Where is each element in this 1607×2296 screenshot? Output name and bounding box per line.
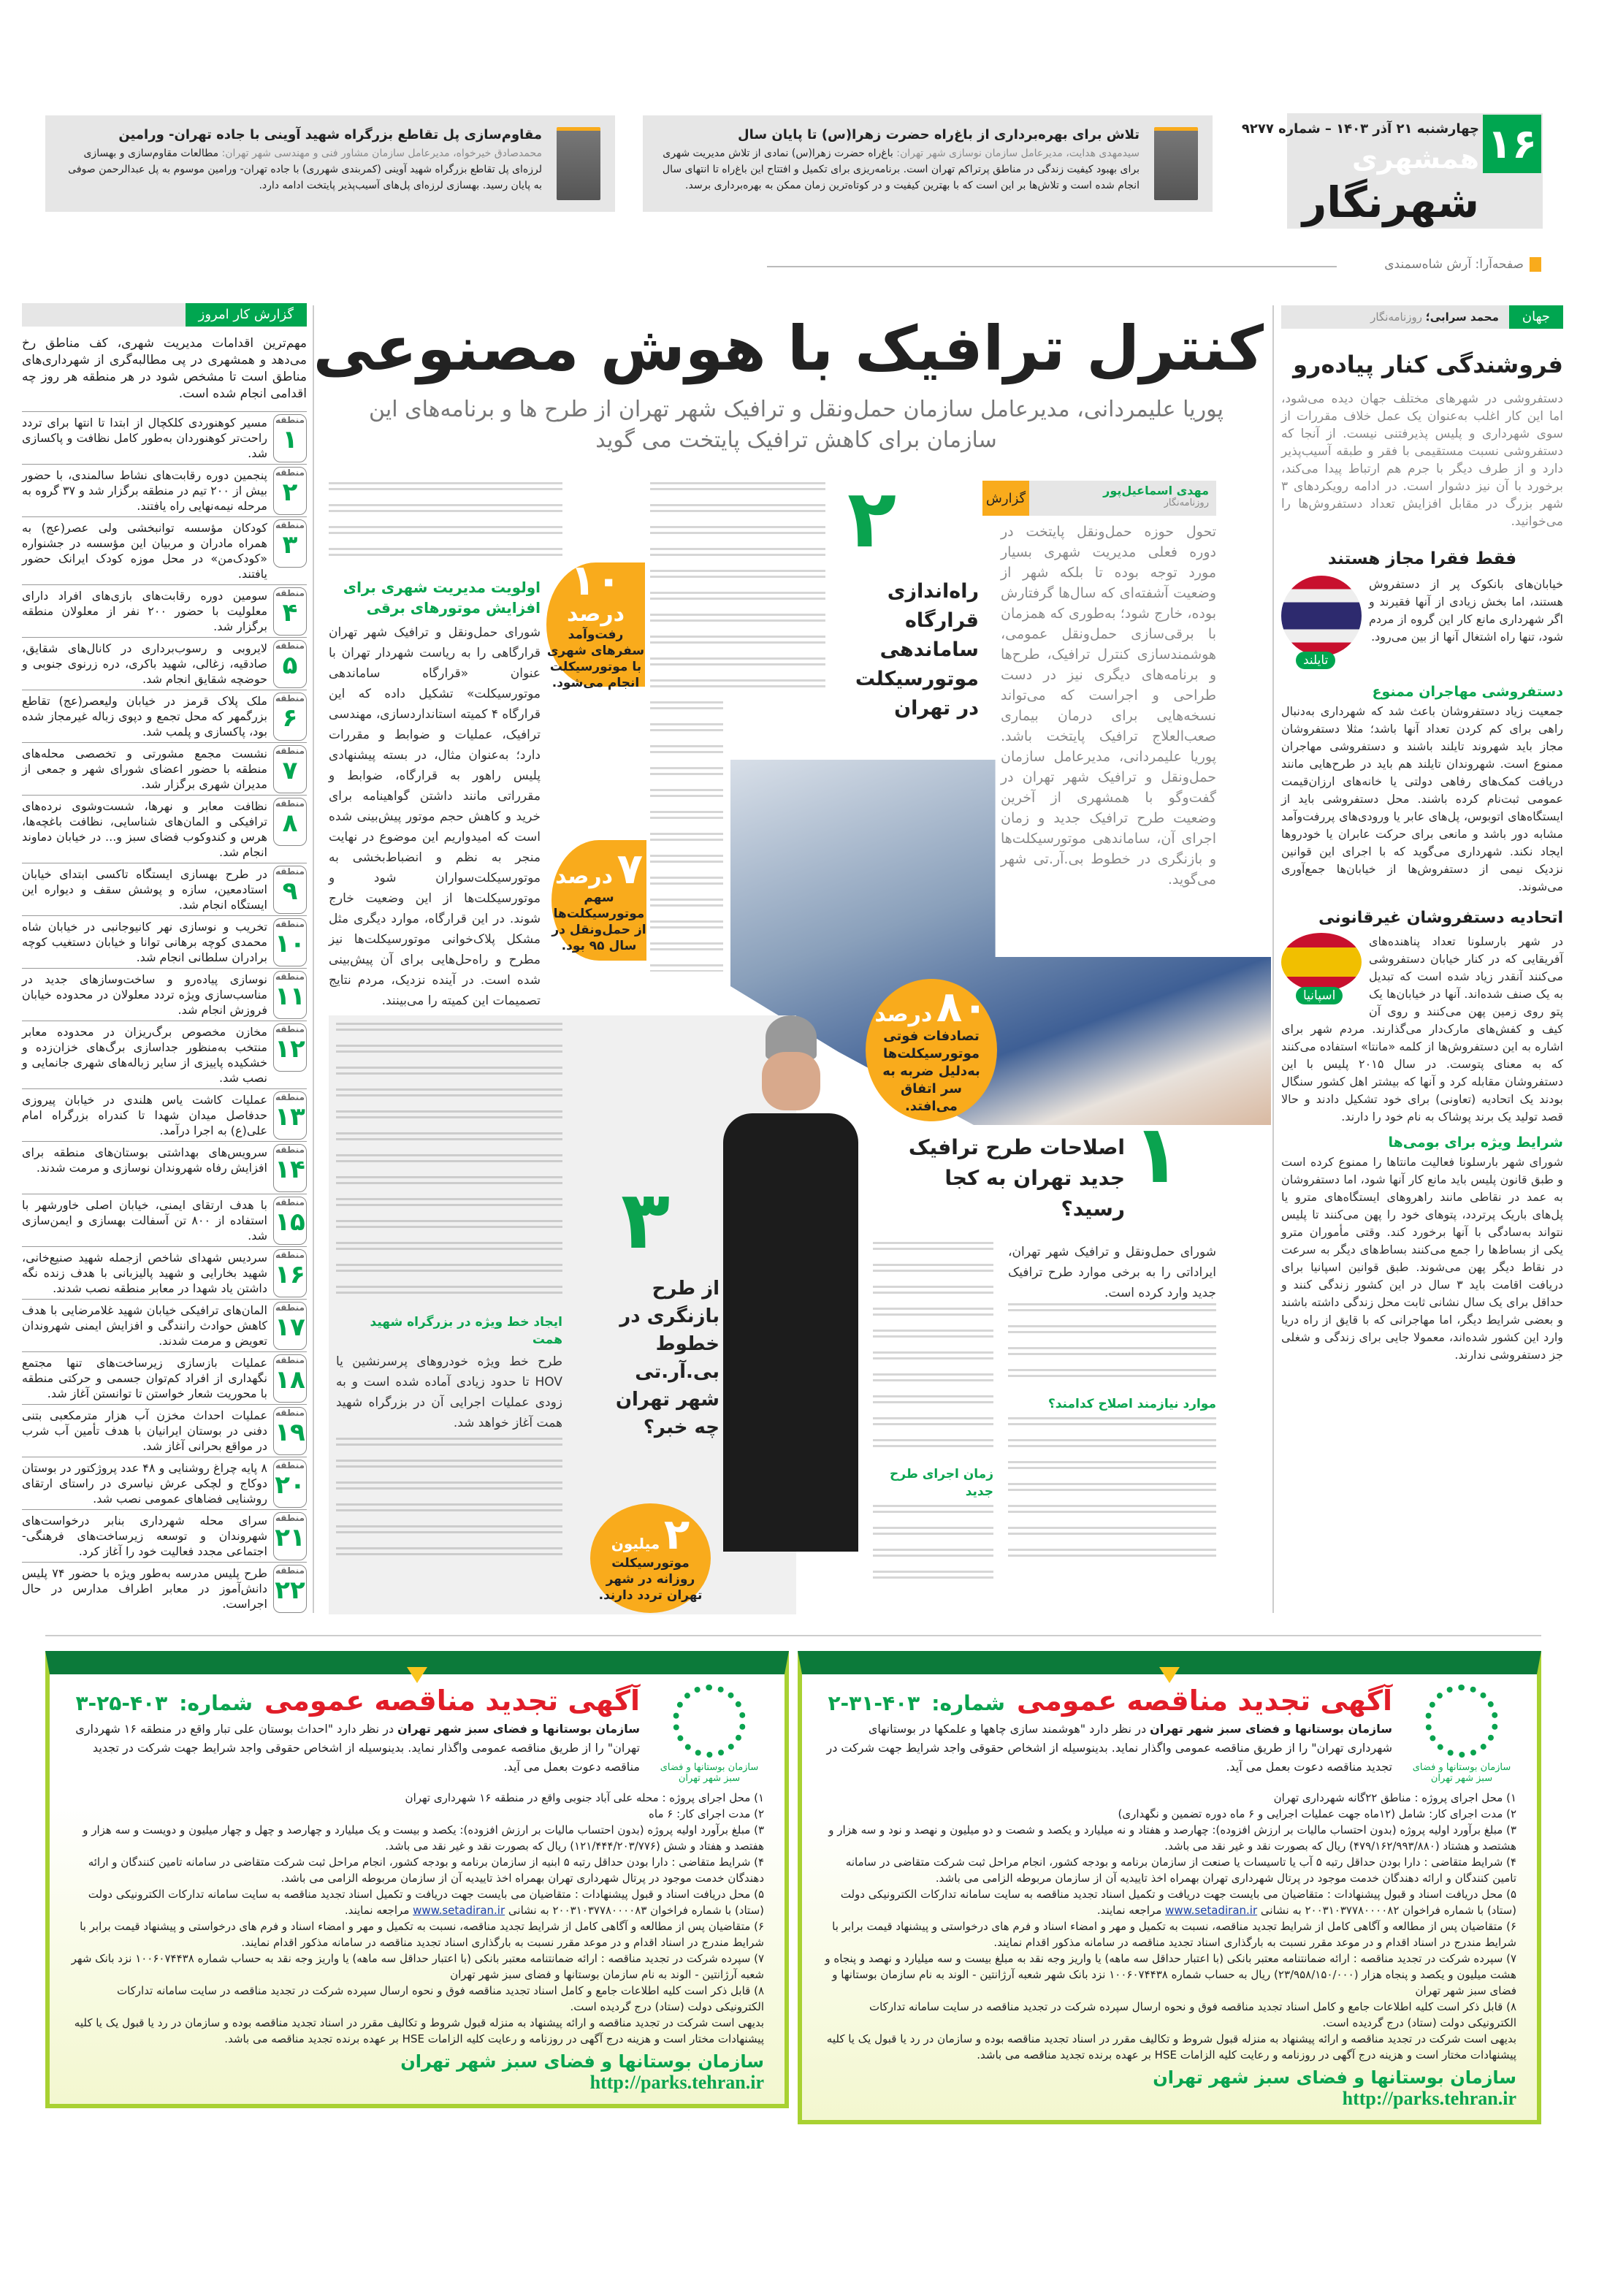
ad-intro: در نظر دارد "هوشمند سازی چاهها و علمکها در بوستانهای شهرداری تهران" را از طریق مناقصه عمومی واگذار نماید. بدینوسیله از اشخاص حقوقی واجد شرایط جهت شرکت در تجدید مناقصه دعوت بعمل می آید. <box>826 1722 1392 1774</box>
teaser-body: باغ‌راه حضرت زهرا(س) نمادی از تلاش مدیریت شهری برای بهبود کیفیت زندگی در مناطق پرتراکم تهران است. برنامه‌ریزی برای تکمیل و افتتاح این باغ‌راه تا انتهای سال انجام شده است و تلاش‌ها بر این است که با بهترین کیفیت و در کوتاه‌ترین زمان ممکن به بهره‌برداری برسد. <box>662 148 1140 191</box>
divider <box>767 266 1337 267</box>
region-label: منطقه <box>275 588 305 598</box>
region-number: ۸ <box>282 809 298 838</box>
subheading: ایجاد خط ویژه در بزرگراه شهید همت <box>370 1315 562 1347</box>
author: مهدی اسماعیل‌پور <box>1103 484 1209 497</box>
region-item <box>22 1404 307 1457</box>
region-number: ۴ <box>282 598 298 628</box>
region-item <box>22 637 307 690</box>
region-badge <box>273 866 307 914</box>
stat-unit: درصد <box>555 863 613 889</box>
region-text: عملیات بازسازی زیرساخت‌های تنها مجتمع نگهداری از افراد کم‌توان جسمی و حرکتی منطقه با محوریت شعار خواستن تا توانستن آغاز شد. <box>22 1356 267 1400</box>
stat-text: رفت‌وآمد سفرهای شهری با موتورسیکلت انجام می‌شود. <box>546 627 645 690</box>
region-item <box>22 411 307 464</box>
region-badge <box>273 414 307 462</box>
region-item <box>22 690 307 742</box>
world-text: جمعیت زیاد دستفروشان باعث شد که شهرداری به‌دنبال راهی برای کم کردن تعداد آنها باشد؛ مثلا دستفروشان مجاز باید شهروند تایلند باشند و دستفروشی مهاجران ممنوع است. شهروندان تایلند هم باید در طرح‌هایی مانند دریافت کمک‌های رفاهی دولتی یا خانه‌های ارزان‌قیمت عمومی ثبت‌نام کرده باشند. محل دستفروشی باید از ایستگاه‌های اتوبوس، پل‌های عابر یا ورودی‌های پررفت‌وآمد مشابه دور باشد و مانعی برای حرکت عابران یا خودروها ایجاد نکند. شهرداری می‌گوید که با اجرای این قوانین نزدیک نیمی از دستفروش‌ها از خیابان‌ها جمع‌آوری می‌شوند. <box>1281 704 1563 893</box>
region-item <box>22 1141 307 1194</box>
teaser-1[interactable] <box>643 115 1213 212</box>
ad-item: ۴) شرایط متقاضی : دارا بودن حداقل رتبه ۵ آب یا تاسیسات یا صنعت از سازمان برنامه و بودجه کشور، انجام مراحل ثبت شرکت متقاضی در سامانه تامین کنندگان و ارائه دهندگان خدمت موجود در پرتال شهرداری تهران بهمراه اخذ تاییدیه آن از سازمان مربوطه الزامی می باشد. <box>845 1856 1516 1885</box>
region-number: ۱۳ <box>275 1102 305 1132</box>
text-block <box>873 1242 993 1461</box>
region-item <box>22 915 307 968</box>
region-item <box>22 742 307 795</box>
daily-intro: مهم‌ترین اقدامات مدیریت شهری، کف مناطق رخ می‌دهد و همشهری در پی مطالبه‌گری از شهرداری‌های مناطق است تا مشخص شود در هر منطقه هر روز چه اقدامی انجام شده است. <box>22 336 307 401</box>
region-text: ملک پلاک قرمز در خیابان ولیعصر(عج) تقاطع بزرگمهر که محل تجمع و دپوی زباله غیرمجاز شده بود، پاکسازی و پلمب شد. <box>22 694 267 739</box>
region-item <box>22 1509 307 1562</box>
region-item <box>22 1194 307 1246</box>
region-number: ۱۴ <box>275 1155 305 1184</box>
region-number: ۱۱ <box>275 982 305 1011</box>
region-label: منطقه <box>275 520 305 530</box>
region-text: نشست مجمع مشورتی و تخصصی محله‌های منطقه با حضور اعضای شورای شهر و جمعی از مدیران شهری برگزار شد. <box>22 747 267 791</box>
region-text: لایروبی و رسوب‌برداری در کانال‌های شقایق، صادقیه، زغالی، شهید باکری، دره زرنوی جنوبی و حوضچه شقایق انجام شد. <box>22 641 267 686</box>
text-block <box>873 1505 993 1593</box>
region-label: منطقه <box>275 468 305 478</box>
country-label: تایلند <box>1296 652 1335 669</box>
tender-ad-1 <box>798 1651 1541 2124</box>
region-label: منطقه <box>275 972 305 982</box>
region-label: منطقه <box>275 1145 305 1155</box>
region-item <box>22 1562 307 1614</box>
stat-callout <box>590 1503 711 1613</box>
region-number: ۲۲ <box>275 1576 305 1605</box>
ad-item: ۳) مبلغ برآورد اولیه پروژه (بدون احتساب مالیات بر ارزش افزوده): یکصد و بیست و یک میلیارد و چهارصد و چهل و چهار میلیون و دویست و سه هزار و هفتصد و هفتاد و شش (۱۲۱/۴۴۴/۲۰۳/۷۷۶) ریال که بصورت نقد و غیر نقد می باشد. <box>83 1823 764 1853</box>
region-text: سرویس‌های بهداشتی بوستان‌های منطقه برای افزایش رفاه شهروندان نوسازی و مرمت شدند. <box>22 1145 267 1175</box>
ad-title-text: آگهی تجدید مناقصه عمومی <box>264 1685 640 1717</box>
region-number: ۵ <box>282 651 298 680</box>
region-label: منطقه <box>275 1024 305 1034</box>
stat-callout <box>551 840 646 961</box>
region-text: مسیر کوهنوردی کلکچال از ابتدا تا انتها برای تردد راحت‌تر کوهنوردان به‌طور کامل نظافت و پاکسازی شد. <box>22 416 267 460</box>
stat-unit: درصد <box>567 600 625 627</box>
region-number: ۱۷ <box>275 1313 305 1342</box>
author-role: روزنامه‌نگار <box>1370 310 1422 324</box>
daily-column <box>22 303 307 1614</box>
region-badge <box>273 1407 307 1455</box>
stat-text: موتورسیکلت روزانه در شهر تهران تردد دارند. <box>598 1556 703 1603</box>
region-label: منطقه <box>275 1408 305 1418</box>
region-badge <box>273 745 307 793</box>
section-title: اصلاحات طرح ترافیک جدید تهران به کجا رسید؟ <box>908 1135 1125 1221</box>
section-title: از طرح بازنگری در خطوط بی.آر.تی شهر تهران چه خبر؟ <box>615 1278 719 1438</box>
author-role: روزنامه‌نگار <box>1164 497 1209 508</box>
stat-value: ۷ <box>617 843 643 893</box>
ad-item: ۵) محل دریافت اسناد و قبول پیشنهادات : متقاضیان می بایست جهت دریافت و تکمیل اسناد تجدید مناقصه به سایت سامانه تدارکات الکترونیکی دولت (ستاد) با شماره فراخوان ۲۰۰۳۱۰۳۷۷۸۰۰۰۰۸۲ به نشانی <box>840 1888 1516 1917</box>
region-text: کودکان مؤسسه توانبخشی ولی عصر(عج) به همراه مادران و مربیان این مؤسسه در جشنواره «کودک‌من» در محل موزه کودک ایرانک حضور یافتند. <box>22 521 267 581</box>
region-badge <box>273 1512 307 1560</box>
region-badge <box>273 1144 307 1192</box>
region-text: با هدف ارتقای ایمنی، خیابان اصلی خاورشهر با استفاده از ۸۰۰ تن آسفالت بهسازی و ایمن‌سازی شد. <box>22 1198 268 1243</box>
world-text: در شهر بارسلونا تعداد پناهنده‌های آفریقایی که در کنار خیابان دستفروشی می‌کنند آنقدر زیاد شده است که تبدیل به یک صنف شده‌اند. آنها در خیابان‌ها یک پتو روی زمین پهن می‌کنند و روی آن کیف و کفش‌های مارک‌دار می‌گذارند. مردم شهر برای اشاره به این دستفروش‌ها از کلمه «مانتا» استفاده می‌کنند که به معنای پتوست. در سال ۲۰۱۵ پلیس با این دستفروشان مقابله کرد و آنها که بیشتر اهل کشور سنگال بودند یک اتحادیه (تعاونی) برای خود تشکیل دادند و حالا قصد تولید یک برند پوشاک به نام خود را دارند. <box>1281 934 1563 1124</box>
logo-icon <box>673 1685 746 1758</box>
text-block <box>650 701 723 972</box>
section-text: طرح خط ویژه خودروهای پرسرنشین یا HOV تا حدود زیادی آماده شده است و به زودی عملیات اجرایی آن در بزرگراه شهید همت آغاز خواهد شد. <box>336 1354 562 1430</box>
section-title: فقط فقرا مجاز هستند <box>1327 549 1517 568</box>
triangle-icon <box>407 1667 427 1683</box>
region-item <box>22 464 307 516</box>
region-text: مخازن مخصوص برگ‌ریزان در محدوده معابر منتخب به‌منظور جداسازی برگ‌های خزان‌زده و خشکیده پاییزی از سایر زباله‌های شهری جانمایی و نصب شد. <box>22 1025 267 1085</box>
ad-title <box>822 1685 1392 1717</box>
stat-unit: درصد <box>874 1001 933 1027</box>
region-item <box>22 1021 307 1088</box>
region-item <box>22 795 307 863</box>
stat-unit: میلیون <box>611 1535 660 1552</box>
region-text: ۸ پایه چراغ روشنایی و ۴۸ عدد پروژکتور در بوستان دوکاج و لچکی عرش نیاسری در راستای ارتقای روشنایی فضاهای عمومی نصب شد. <box>22 1461 268 1506</box>
region-label: منطقه <box>275 1303 305 1313</box>
logo-icon <box>1425 1685 1498 1758</box>
divider <box>45 1635 1541 1636</box>
region-badge <box>273 587 307 636</box>
world-title: فروشندگی کنار پیاده‌رو <box>1293 351 1563 378</box>
ad-org: سازمان بوستانها و فضای سبز شهر تهران <box>397 1722 640 1736</box>
ad-url[interactable]: http://parks.tehran.ir <box>589 2072 764 2093</box>
region-label: منطقه <box>275 798 305 809</box>
triangle-icon <box>1159 1667 1180 1683</box>
country-label: اسپانیا <box>1296 987 1343 1004</box>
region-badge <box>273 1565 307 1613</box>
region-number: ۲ <box>282 478 298 507</box>
section-3-column <box>336 1023 562 1569</box>
region-label: منطقه <box>275 746 305 756</box>
section-text: شورای حمل‌ونقل و ترافیک شهر تهران، ایراداتی را به برخی موارد طرح ترافیک جدید وارد کرده است. <box>1008 1245 1216 1300</box>
region-label: منطقه <box>275 1460 305 1471</box>
subheading: موارد نیازمند اصلاح کدامند؟ <box>1047 1397 1216 1411</box>
brand-shahrnegar: شهرنگار <box>1302 178 1479 227</box>
region-badge <box>273 1249 307 1297</box>
region-text: سومین دوره رقابت‌های بازی‌های افراد دارای معلولیت با حضور ۲۰۰ نفر از معلولان منطقه برگزار شد. <box>22 589 268 633</box>
section-title: راه‌اندازی قرارگاه ساماندهی موتورسیکلت در تهران <box>855 580 979 720</box>
setadiran-link[interactable]: www.setadiran.ir <box>413 1904 505 1917</box>
section-tag <box>1281 305 1563 329</box>
region-number: ۹ <box>282 877 298 906</box>
page-number: ۱۶ <box>1483 115 1541 173</box>
tag-label: گزارش کار امروز <box>186 303 307 327</box>
column-divider <box>1272 305 1274 1613</box>
ad-number-label: شماره: <box>179 1691 253 1715</box>
column-divider <box>313 305 314 1613</box>
region-label: منطقه <box>275 1513 305 1523</box>
region-badge <box>273 1023 307 1072</box>
region-label: منطقه <box>275 415 305 425</box>
section-number: ۳ <box>621 1173 671 1267</box>
ad-item: ۸) قابل ذکر است کلیه اطلاعات جامع و کامل اسناد تجدید مناقصه فوق و نحوه ارسال سپرده شرکت در تجدید مناقصه در سایت سامانه تدارکات الکترونیکی دولت (ستاد) درج گردیده است. <box>869 2000 1516 2029</box>
region-text: سردیس شهدای شاخص ازجمله شهید صنیع‌خانی، شهید بخارایی و شهید پالیزبانی با هدف زنده نگه داشتن یاد شهدا در معابر منطقه نصب شدند. <box>22 1251 267 1295</box>
world-column <box>1281 305 1563 1364</box>
region-badge <box>273 519 307 568</box>
region-number: ۱ <box>282 425 298 454</box>
text-block <box>650 482 825 701</box>
region-text: در طرح بهسازی ایستگاه تاکسی ابتدای خیابان استادمعین، سازه و پوشش سقف و دیواره این ایستگاه انجام شد. <box>22 867 267 912</box>
section-tag <box>22 303 307 327</box>
region-label: منطقه <box>275 693 305 703</box>
ad-item: ۴) شرایط متقاضی : دارا بودن حداقل رتبه ۵ ابنیه از سازمان برنامه و بودجه کشور، انجام مراحل ثبت شرکت متقاضی در سامانه تامین کنندگان و ارائه دهندگان خدمت موجود در پرتال شهرداری تهران بهمراه اخذ تاییدیه آن از سازمان مربوطه الزامی می باشد. <box>88 1856 764 1885</box>
brand-hamshahri: همشهری <box>1351 142 1479 175</box>
subtitle: پوریا علیمردانی، مدیرعامل سازمان حمل‌ونقل و ترافیک شهر تهران از طرح ها و برنامه‌های این سازمان برای کاهش ترافیک پایتخت می گوید <box>369 397 1224 453</box>
region-text: نظافت معابر و نهرها، شست‌وشوی نرده‌های ترافیکی و المان‌های شناسایی، نظافت باغچه‌ها، هرس و کندوکوب فضای سبز و... در خیابان دماوند انجام شد. <box>22 799 267 859</box>
issue-date: چهارشنبه ۲۱ آذر ۱۴۰۳ – شماره ۹۲۷۷ <box>1241 121 1479 137</box>
flag-icon <box>1281 576 1362 656</box>
stat-value: ۲ <box>663 1509 690 1559</box>
region-text: المان‌های ترافیکی خیابان شهید غلامرضایی با هدف کاهش حوادث رانندگی و افزایش ایمنی شهروندان تعویض و مرمت شدند. <box>22 1303 267 1348</box>
ad-intro: در نظر دارد "احداث بوستان علی تبار واقع در منطقه ۱۶ شهرداری تهران" را از طریق مناقصه عمومی واگذار نماید. بدینوسیله از اشخاص حقوقی واجد شرایط جهت شرکت در تجدید مناقصه دعوت بعمل می آید. <box>75 1722 640 1774</box>
stat-callout <box>866 979 997 1121</box>
region-badge <box>273 467 307 515</box>
ad-item: مراجعه نمایند. <box>344 1904 410 1917</box>
subheading: دستفروشی مهاجران ممنوع <box>1372 684 1563 700</box>
region-item <box>22 1246 307 1299</box>
section-text: شورای حمل‌ونقل و ترافیک شهر تهران قرارگاهی را به ریاست شهردار تهران با عنوان «قرارگاه ساماندهی موتورسیکلت» تشکیل داده که این قرارگاه ۴ کمیته استانداردسازی، مهندسی ترافیک، عملیات و ضوابط و مقررات دارد؛ به‌عنوان مثال، در بسته پیشنهادی پلیس راهور به قرارگاه، ضوابط و مقرراتی مانند داشتن گواهینامه برای خرید و کاهش حجم موتور پیش‌بینی شده است که امیدواریم این موضوع در نهایت منجر به نظم و انضباط‌بخشی به موتورسیکلت‌سواران شود و موتورسیکلت‌ها از این وضعیت خارج شوند. در این قرارگاه، موارد دیگری مثل مشکل پلاک‌خوانی موتورسیکلت‌ها نیز مطرح و راه‌حل‌هایی برای آن پیش‌بینی شده است. در آینده نزدیک، مردم نتایج تصمیمات این کمیته را می‌بینند. <box>329 625 541 1008</box>
region-badge <box>273 798 307 846</box>
region-label: منطقه <box>275 641 305 651</box>
region-item <box>22 1457 307 1509</box>
section-1-column-left <box>873 1242 993 1593</box>
region-badge <box>273 918 307 966</box>
thailand-flag <box>1281 576 1362 668</box>
region-number: ۱۹ <box>275 1418 305 1447</box>
region-badge <box>273 1197 307 1245</box>
ad-item: ۷) سپرده شرکت در تجدید مناقصه : ارائه ضمانتنامه معتبر بانکی (با اعتبار حداقل سه ماهه) یا واریز وجه نقد به حساب شماره ۱۰۰۶۰۷۴۴۳۸ نزد بانک شهر شعبه آرژانتین - الوند به نام سازمان بوستانها و فضای سبز شهر تهران <box>71 1952 764 1981</box>
portrait-photo <box>1154 127 1198 200</box>
region-badge <box>273 1460 307 1508</box>
ad-footer-org: سازمان بوستانها و فضای سبز شهر تهران <box>1153 2067 1516 2088</box>
page-designer <box>1384 257 1541 272</box>
region-text: عملیات احداث مخزن آب هزار مترمکعبی بتنی دفنی در بوستان ایرانیان با هدف تأمین آب شرب در مواقع بحرانی آغاز شد. <box>22 1408 267 1453</box>
teaser-lead: محمدصادق خیرخواه، مدیرعامل سازمان مشاور فنی و مهندسی شهر تهران: <box>221 148 542 159</box>
ad-item: مراجعه نمایند. <box>1096 1904 1162 1917</box>
stat-value: ۱۰ <box>570 554 622 605</box>
headline: کنترل ترافیک با هوش مصنوعی <box>313 313 1264 384</box>
region-number: ۱۶ <box>275 1260 305 1289</box>
flag-icon <box>1281 933 1362 991</box>
ad-number-label: شماره: <box>931 1691 1005 1715</box>
region-label: منطقه <box>275 1092 305 1102</box>
author: محمد سرابی؛ <box>1425 310 1499 324</box>
region-label: منطقه <box>275 1197 305 1208</box>
ad-item: ۸) قابل ذکر است کلیه اطلاعات جامع و کامل اسناد تجدید مناقصه فوق و نحوه ارسال سپرده شرکت در تجدید مناقصه در سایت سامانه تدارکات الکترونیکی دولت (ستاد) درج گردیده است. <box>116 1984 764 2013</box>
stat-text: سهم موتورسیکلت‌ها از حمل‌ونقل در سال ۹۵ بود. <box>551 890 646 953</box>
region-number: ۷ <box>282 756 298 785</box>
region-number: ۱۲ <box>275 1034 305 1064</box>
subheading: زمان اجرای طرح جدید <box>890 1467 993 1499</box>
region-number: ۱۸ <box>275 1365 305 1395</box>
ad-number: ۲-۳۱-۴۰۳ <box>828 1691 920 1715</box>
intro-text: تحول حوزه حمل‌ونقل پایتخت در دوره فعلی مدیریت شهری بسیار مورد توجه بوده تا بلکه شهر از وضعیت آشفته‌ای که سال‌ها گرفتارش بوده، خارج شود؛ به‌طوری که همزمان با برقی‌سازی حمل‌ونقل عمومی، هوشمندسازی کنترل ترافیک، طرح‌ها و برنامه‌های دیگری نیز در دست طراحی و اجراست که می‌تواند نسخه‌هایی برای درمان بیماری صعب‌العلاج ترافیک پایتخت باشد. پوریا علیمردانی، مدیرعامل سازمان حمل‌ونقل و ترافیک شهر تهران در گفت‌وگو با همشهری از آخرین وضعیت طرح ترافیک جدید و زمان اجرای آن، ساماندهی موتورسیکلت‌ها و بازنگری در خطوط بی.آر.تی شهر می‌گوید. <box>1001 524 1216 888</box>
region-number: ۶ <box>282 703 298 733</box>
ad-title <box>70 1685 640 1717</box>
teaser-lead: سیدمهدی هدایت، مدیرعامل سازمان نوسازی شهر تهران: <box>896 148 1140 159</box>
region-label: منطقه <box>275 1565 305 1576</box>
teaser-2[interactable] <box>45 115 615 212</box>
parks-logo <box>1407 1685 1516 1784</box>
region-number: ۱۰ <box>275 929 305 958</box>
region-text: سرای محله شهرداری بنابر درخواست‌های شهروندان و توسعه زیرساخت‌های فرهنگی- اجتماعی مجدد فعالیت خود را آغاز کرد. <box>22 1514 267 1558</box>
byline <box>982 481 1216 516</box>
ad-item: ۱) محل اجرای پروژه : محله علی آباد جنوبی واقع در منطقه ۱۶ شهرداری تهران <box>405 1791 764 1804</box>
ad-url[interactable]: http://parks.tehran.ir <box>1342 2088 1516 2109</box>
teaser-title: تلاش برای بهره‌برداری از باغ‌راه حضرت زهرا(س) تا پایان سال <box>738 127 1140 142</box>
region-item <box>22 863 307 915</box>
section-2-column <box>329 577 541 1011</box>
section-1-column-right <box>1008 1242 1216 1571</box>
ad-item: ۳) مبلغ برآورد اولیه پروژه (بدون احتساب مالیات بر ارزش افزوده): چهارصد و هفتاد و نه میلیارد و یکصد و شصت و دو میلیون و نهصد و نود و سه هزار و هشتصد و هشتاد (۴۷۹/۱۶۲/۹۹۳/۸۸۰) ریال که بصورت نقد و غیر نقد می باشد. <box>828 1823 1516 1853</box>
ad-item: ۷) سپرده شرکت در تجدید مناقصه : ارائه ضمانتنامه معتبر بانکی (با اعتبار حداقل سه ماهه) یا واریز وجه نقد به مبلغ بیست و سه میلیارد و نهصد و پنجاه و هشت میلیون و یکصد و پنجاه هزار (۲۳/۹۵۸/۱۵۰/۰۰۰) ریال به حساب شماره ۱۰۰۶۰۷۴۴۳۸ نزد بانک شهر شعبه آرژانتین - الوند به نام سازمان بوستانها و فضای سبز شهر تهران <box>825 1952 1516 1997</box>
region-badge <box>273 640 307 688</box>
text-block <box>1008 1417 1216 1571</box>
ad-number: ۳-۲۵-۴۰۳ <box>75 1691 168 1715</box>
region-number: ۲۱ <box>275 1523 305 1552</box>
region-number: ۲۰ <box>275 1471 305 1500</box>
region-badge <box>273 1354 307 1403</box>
spain-flag <box>1281 933 1362 1003</box>
ad-item: ۲) مدت اجرای کار: ۶ ماه <box>649 1807 764 1820</box>
section-title: اتحادیه دستفروشان غیرقانونی <box>1318 909 1563 927</box>
stat-value: ۸۰ <box>936 981 988 1031</box>
region-label: منطقه <box>275 919 305 929</box>
ad-item: بدیهی است شرکت در تجدید مناقصه و ارائه پیشنهاد به منزله قبول شروط و تکالیف مقرر در اسناد تجدید مناقصه بوده و سازمان در رد یا قبول یک یا کلیه پیشنهادات مختار است و هزینه درج آگهی در روزنامه و رعایت کلیه الزامات HSE بر عهده برنده تجدید مناقصه می باشد. <box>826 2032 1516 2062</box>
person-photo <box>723 1015 858 1600</box>
region-text: عملیات کاشت یاس هلندی در خیابان پیروزی حدفاصل میدان شهدا تا کندراه بزرگراه امام علی(ع) به اجرا درآمد. <box>22 1093 267 1137</box>
region-item <box>22 1299 307 1351</box>
text-block <box>336 1023 562 1308</box>
region-label: منطقه <box>275 866 305 877</box>
tag-label: جهان <box>1509 305 1563 329</box>
subheading: اولویت مدیریت شهری برای افزایش موتورهای برقی <box>343 579 541 617</box>
region-label: منطقه <box>275 1355 305 1365</box>
stat-text: تصادفات فوتی موتورسیکلت‌ها به‌دلیل ضربه به سر اتفاق می‌افتد. <box>882 1028 980 1114</box>
region-text: نوسازی پیاده‌رو و ساخت‌وسازهای جدید در مناسب‌سازی ویژه تردد معلولان در محدوده خیابان فروزش انجام شد. <box>22 972 267 1017</box>
region-label: منطقه <box>275 1250 305 1260</box>
subheading: شرایط ویژه برای بومی‌ها <box>1388 1134 1563 1151</box>
region-item <box>22 968 307 1021</box>
region-number: ۳ <box>282 530 298 560</box>
world-intro: دستفروشی در شهرهای مختلف جهان دیده می‌شود، اما این کار اغلب به‌عنوان یک عمل خلاف مقررات از سوی شهرداری و پلیس پذیرفتنی نیست. از آنجا که دستفروشی نسبت مستقیمی با فقر و طبقه آسیب‌پذیر دارد و از طرف دیگر با جرم هم ارتباط پیدا می‌کند، برخورد با آن نیز دشوار است. در ادامه رویکردهای ۳ شهر بزرگ در مقابل افزایش تعداد دستفروش‌ها را می‌خوانید. <box>1281 392 1563 529</box>
ad-item: ۶) متقاضیان پس از مطالعه و آگاهی کامل از شرایط تجدید مناقصه، نسبت به تکمیل و مهر و امضاء اسناد و فرم های درخواستی و پیشنهاد قیمت برابر با شرایط مندرج در اسناد اقدام و در موعد مقرر نسبت به بارگذاری اسناد تجدید مناقصه در سامانه مذکور اقدام نمایند. <box>80 1920 764 1949</box>
region-text: پنجمین دوره رقابت‌های نشاط سالمندی، با حضور بیش از ۲۰۰ تیم در منطقه برگزار شد و ۳۷ گروه به مرحله نیمه‌نهایی راه یافتند. <box>22 468 268 513</box>
region-item <box>22 584 307 637</box>
region-text: تخریب و نوسازی نهر کانیوجانبی در خیابان شاه محمدی کوچه برهانی توانا و خیابان دستغیب کوچه برادران سلطانی انجام شد. <box>22 920 267 964</box>
world-text: خیابان‌های بانکوک پر از دستفروش هستند، اما بخش زیادی از آنها فقیرند و اگر شهرداری مانع کار این گروه از مردم شود، تنها راه اشتغال آنها از بین می‌رود. <box>1369 577 1563 644</box>
region-badge <box>273 1091 307 1140</box>
section-number: ۲ <box>847 472 897 565</box>
parks-logo <box>654 1685 764 1784</box>
ad-org: سازمان بوستانها و فضای سبز شهر تهران <box>1150 1722 1392 1736</box>
world-text: شورای شهر بارسلونا فعالیت مانتاها را ممنوع کرده است و طبق قانون پلیس باید مانع کار آنها شود، اما دستفروشان به عمد در نقاطی مانند راهروهای ایستگاه‌های مترو یا پل‌های باریک پرتردد، پتوهای خود را پهن می‌کنند تا پلیس نتواند به‌سادگی با آنها برخورد کند. وقتی مأموران مترو یکی از بساط‌ها را جمع می‌کنند بساط‌های دیگر به سرعت در نقاط دیگر پهن می‌شوند. طبق قوانین اسپانیا برای دریافت اقامت باید ۳ سال در این کشور زندگی کنند و حداقل برای یک سال نشانی ثابت محل زندگی داشته باشند و بعضی شرایط دیگر، اما مهاجرانی که با قایق از راه دریا وارد این کشور شده‌اند، معمولا جایی برای زندگی و شغلی جز دستفروشی ندارند. <box>1281 1155 1564 1362</box>
logo-text: سازمان بوستانها و فضای سبز شهر تهران <box>1412 1762 1511 1784</box>
region-text: طرح پلیس مدرسه به‌طور ویژه با حضور ۷۴ پلیس دانش‌آموز در معابر اطراف مدارس در حال اجراست. <box>22 1566 267 1611</box>
region-list <box>22 411 307 1614</box>
ad-item: ۱) محل اجرای پروژه : مناطق ۲۲گانه شهرداری تهران <box>1273 1791 1516 1804</box>
region-item <box>22 516 307 584</box>
region-badge <box>273 1302 307 1350</box>
ad-item: بدیهی است شرکت در تجدید مناقصه و ارائه پیشنهاد به منزله قبول شروط و تکالیف مقرر در اسناد تجدید مناقصه بوده و سازمان در رد یا قبول یک یا کلیه پیشنهادات مختار است و هزینه درج آگهی در روزنامه و رعایت کلیه الزامات HSE بر عهده برنده تجدید مناقصه می باشد. <box>74 2016 764 2045</box>
region-number: ۱۵ <box>275 1208 305 1237</box>
section-number: ۱ <box>1132 1107 1182 1201</box>
teaser-body: مطالعات مقاوم‌سازی و بهسازی لرزه‌ای پل تقاطع بزرگراه شهید آوینی (کمربندی شهرری) با جاده تهران- ورامین موسوم به پل عبدالرحمن صوفی به پایان رسید. بهسازی لرزه‌ای پل‌های آسیب‌پذیر پایتخت ادامه دارد. <box>68 148 542 191</box>
ad-footer-org: سازمان بوستانها و فضای سبز شهر تهران <box>400 2051 764 2072</box>
ad-item: ۶) متقاضیان پس از مطالعه و آگاهی کامل از شرایط تجدید مناقصه، نسبت به تکمیل و مهر و امضاء اسناد و فرم های درخواستی و پیشنهاد قیمت برابر با شرایط مندرج در اسناد اقدام و در موعد مقرر نسبت به بارگذاری اسناد تجدید مناقصه در سامانه مذکور اقدام نمایند. <box>832 1920 1516 1949</box>
region-item <box>22 1351 307 1404</box>
region-item <box>22 1088 307 1141</box>
ad-item: ۲) مدت اجرای کار: شامل (۱۲ماه جهت عملیات اجرایی و ۶ ماه دوره تضمین و نگهداری) <box>1118 1807 1516 1820</box>
region-badge <box>273 693 307 741</box>
stat-callout <box>546 554 645 690</box>
logo-text: سازمان بوستانها و فضای سبز شهر تهران <box>660 1762 759 1784</box>
tender-ad-2 <box>45 1651 789 2108</box>
portrait-photo <box>557 127 600 200</box>
text-block <box>336 1438 562 1569</box>
ad-title-text: آگهی تجدید مناقصه عمومی <box>1016 1685 1392 1717</box>
text-block <box>1008 1303 1216 1391</box>
teaser-title: مقاوم‌سازی پل تقاطع بزرگراه شهید آوینی با جاده تهران- ورامین <box>118 127 542 142</box>
region-badge <box>273 971 307 1019</box>
marker-icon <box>1530 257 1541 272</box>
setadiran-link[interactable]: www.setadiran.ir <box>1165 1904 1258 1917</box>
report-tag: گزارش <box>982 481 1029 516</box>
text-block <box>329 482 562 570</box>
ad-item: ۵) محل دریافت اسناد و قبول پیشنهادات : متقاضیان می بایست جهت دریافت و تکمیل اسناد تجدید مناقصه به سایت سامانه تدارکات الکترونیکی دولت (ستاد) با شماره فراخوان ۲۰۰۳۱۰۳۷۷۸۰۰۰۰۸۳ به نشانی <box>88 1888 764 1917</box>
designer-label: صفحه‌آرا: آرش شاه‌سمندی <box>1384 257 1524 272</box>
